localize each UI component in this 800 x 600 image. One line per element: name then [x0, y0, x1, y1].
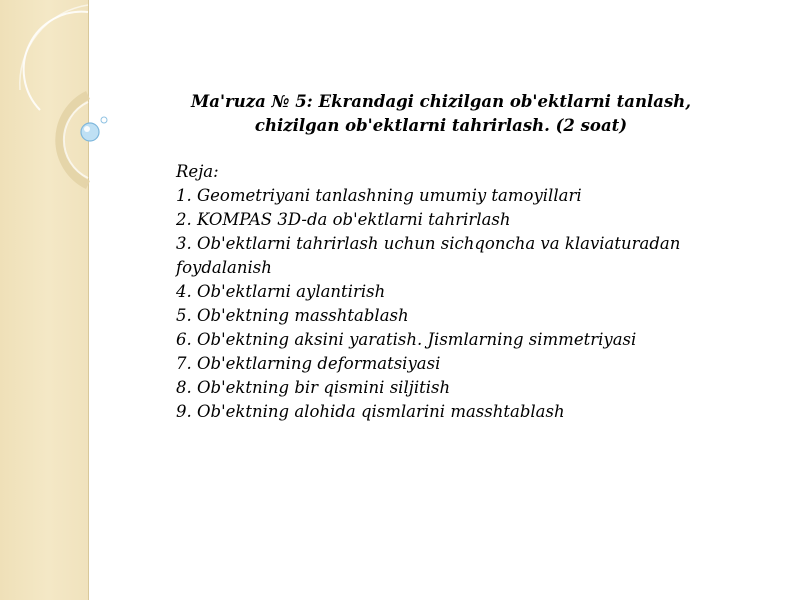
decorative-small-bubble [101, 117, 107, 123]
list-item: 2. KOMPAS 3D-da ob'ektlarni tahrirlash [176, 210, 511, 229]
list-item: 6. Ob'ektning aksini yaratish. Jismlarning simmetriyasi [176, 330, 637, 349]
plan-list [176, 160, 736, 424]
list-item: 3. Ob'ektlarni tahrirlash uchun sichqoncha va klaviaturadan [176, 234, 681, 253]
title-line-1: Ma'ruza № 5: Ekrandagi chizilgan ob'ektlarni tanlash, [191, 92, 691, 111]
list-item-continuation: foydalanish [176, 258, 272, 277]
list-item: 7. Ob'ektlarning deformatsiyasi [176, 354, 441, 373]
list-item: 8. Ob'ektning bir qismini siljitish [176, 378, 451, 397]
title-line-2: chizilgan ob'ektlarni tahrirlash. (2 soat) [254, 116, 628, 135]
list-item: 9. Ob'ektning alohida qismlarini masshtablash [176, 402, 565, 421]
slide-title [176, 90, 706, 138]
list-item: 4. Ob'ektlarni aylantirish [176, 282, 386, 301]
decorative-side-band [0, 0, 89, 600]
plan-heading: Reja: [176, 162, 219, 181]
list-item: 5. Ob'ektning masshtablash [176, 306, 409, 325]
list-item: 1. Geometriyani tanlashning umumiy tamoyillari [176, 186, 582, 205]
